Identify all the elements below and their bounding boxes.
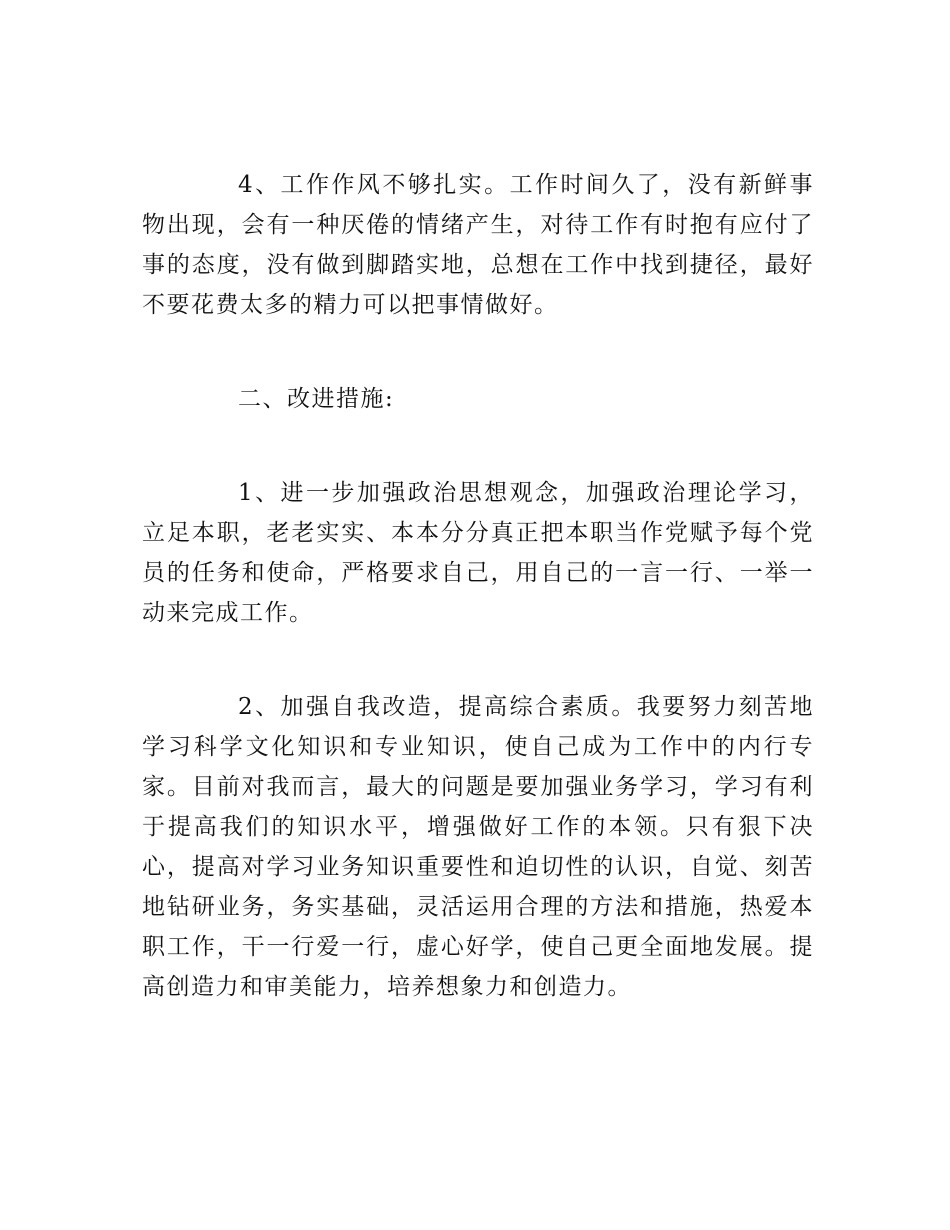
paragraph-gap [142, 325, 814, 379]
paragraph-self-improvement: 2、加强自我改造，提高综合素质。我要努力刻苦地学习科学文化知识和专业知识，使自己成为工作中的内行专家。目前对我而言，最大的问题是要加强业务学习，学习有利于提高我们的知识水平，增强做好工作的本领。只有狠下决心，提高对学习业务知识重要性和迫切性的认识，自觉、刻苦地钻研业务，务实基础，灵活运用合理的方法和措施，热爱本职工作，干一行爱一行，虚心好学，使自己更全面地发展。提高创造力和审美能力，培养想象力和创造力。 [142, 694, 814, 1000]
document-body [142, 165, 814, 1007]
paragraph-gap [142, 419, 814, 473]
paragraph-political-study: 1、进一步加强政治思想观念，加强政治理论学习，立足本职，老老实实、本本分分真正把本职当作党赋予每个党员的任务和使命，严格要求自己，用自己的一言一行、一举一动来完成工作。 [142, 480, 814, 626]
section-heading-improvements: 二、改进措施: [238, 386, 395, 412]
paragraph-work-style: 4、工作作风不够扎实。工作时间久了，没有新鲜事物出现，会有一种厌倦的情绪产生，对待工作有时抱有应付了事的态度，没有做到脚踏实地，总想在工作中找到捷径，最好不要花费太多的精力可以把事情做好。 [142, 172, 814, 318]
paragraph-gap [142, 633, 814, 687]
